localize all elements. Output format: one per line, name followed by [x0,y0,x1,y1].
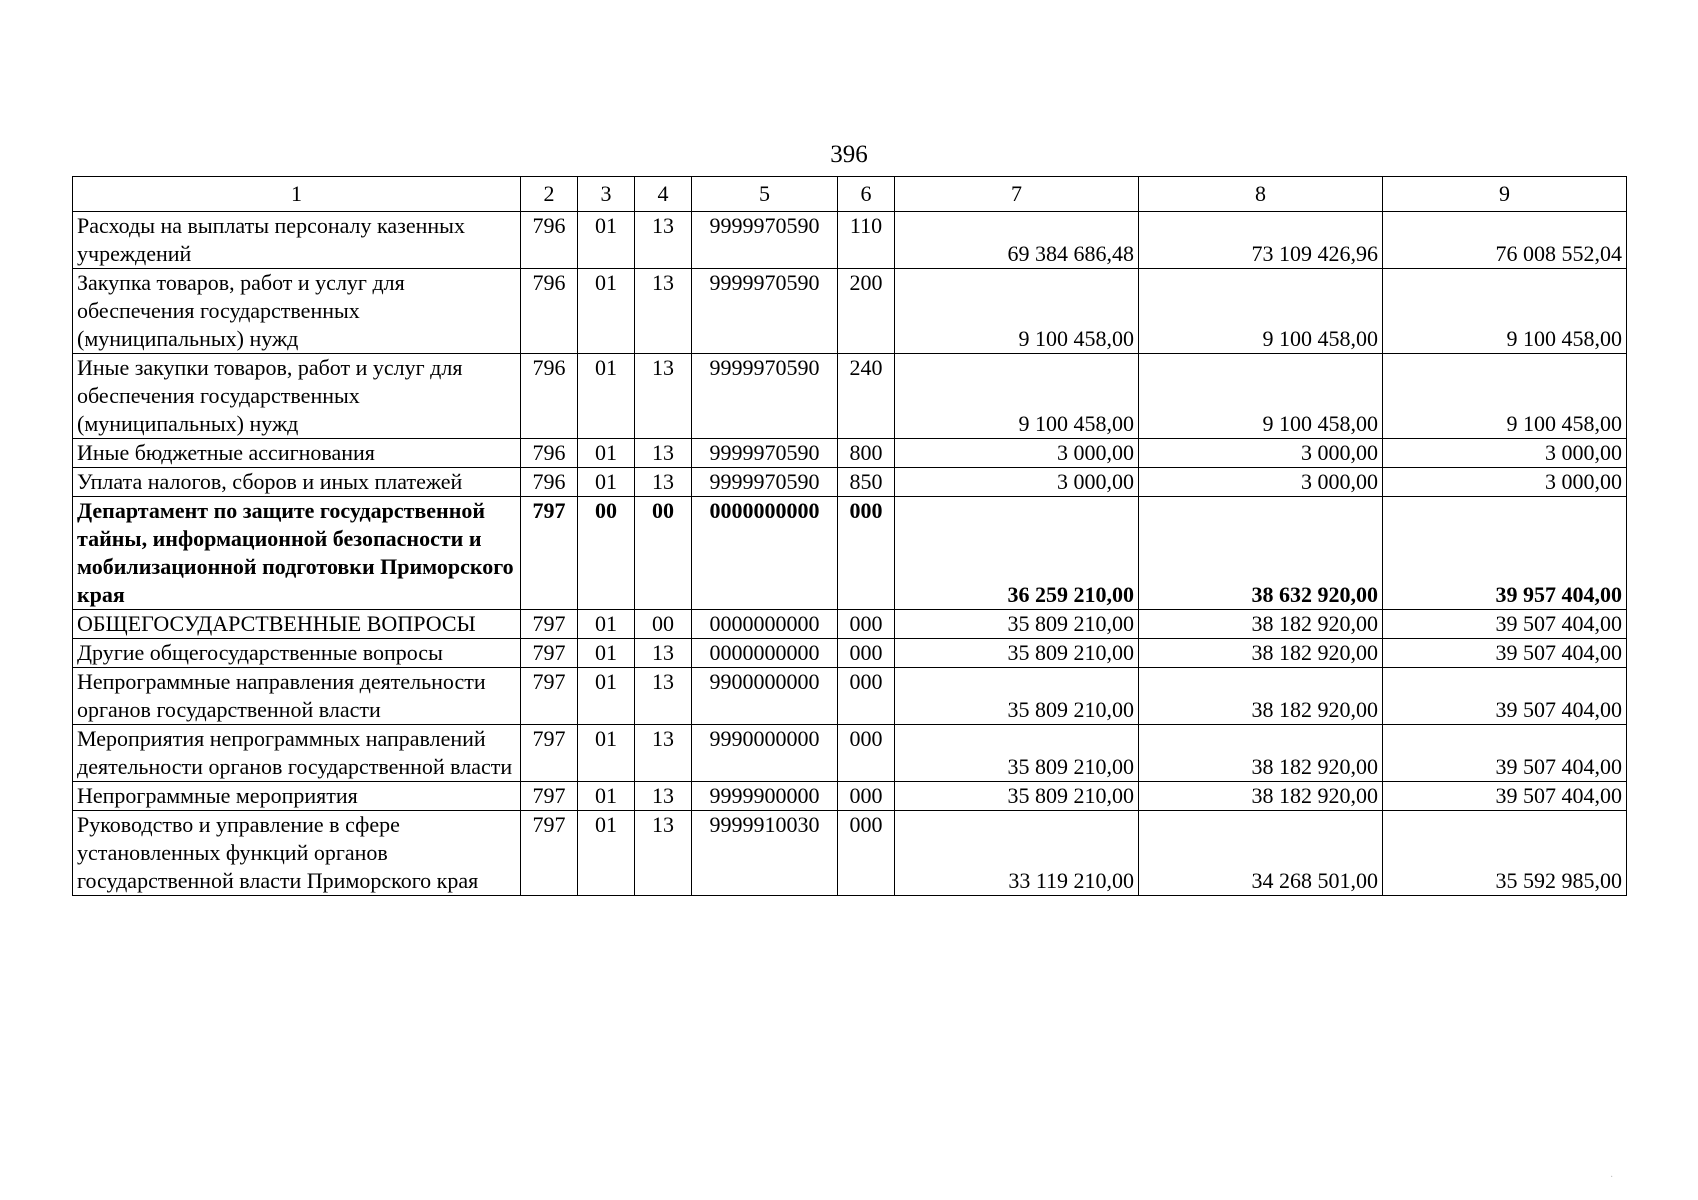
code-cell-5: 9999970590 [692,354,838,439]
code-cell-2: 797 [521,725,578,782]
amount-cell-7: 35 809 210,00 [895,639,1139,668]
code-cell-3: 01 [578,354,635,439]
amount-cell-7: 9 100 458,00 [895,354,1139,439]
column-number-row [73,177,1627,212]
code-cell-4: 13 [635,354,692,439]
code-cell-4: 13 [635,468,692,497]
amount-cell-8: 38 182 920,00 [1139,782,1383,811]
amount-cell-7: 3 000,00 [895,468,1139,497]
code-cell-5: 0000000000 [692,497,838,610]
code-cell-2: 796 [521,269,578,354]
code-cell-4: 13 [635,639,692,668]
amount-cell-7: 35 809 210,00 [895,782,1139,811]
column-header: 7 [895,177,1139,212]
table-row [73,639,1627,668]
column-header: 6 [838,177,895,212]
amount-cell-9: 3 000,00 [1383,439,1627,468]
code-cell-5: 9999970590 [692,439,838,468]
amount-cell-8: 3 000,00 [1139,468,1383,497]
budget-table [72,176,1627,896]
amount-cell-8: 9 100 458,00 [1139,269,1383,354]
code-cell-3: 01 [578,212,635,269]
amount-cell-8: 38 182 920,00 [1139,668,1383,725]
code-cell-3: 01 [578,269,635,354]
code-cell-6: 240 [838,354,895,439]
code-cell-3: 01 [578,811,635,896]
code-cell-4: 13 [635,668,692,725]
code-cell-2: 796 [521,354,578,439]
code-cell-6: 110 [838,212,895,269]
code-cell-6: 000 [838,811,895,896]
code-cell-4: 00 [635,497,692,610]
row-name-cell: Другие общегосударственные вопросы [73,639,521,668]
code-cell-2: 797 [521,811,578,896]
amount-cell-7: 3 000,00 [895,439,1139,468]
table-body [73,212,1627,896]
code-cell-3: 01 [578,439,635,468]
code-cell-3: 01 [578,639,635,668]
amount-cell-8: 38 182 920,00 [1139,725,1383,782]
amount-cell-8: 38 182 920,00 [1139,639,1383,668]
column-header: 8 [1139,177,1383,212]
code-cell-6: 000 [838,497,895,610]
amount-cell-9: 9 100 458,00 [1383,269,1627,354]
code-cell-5: 9990000000 [692,725,838,782]
code-cell-6: 850 [838,468,895,497]
row-name-cell: Иные бюджетные ассигнования [73,439,521,468]
code-cell-3: 00 [578,497,635,610]
amount-cell-8: 38 632 920,00 [1139,497,1383,610]
amount-cell-7: 9 100 458,00 [895,269,1139,354]
code-cell-4: 13 [635,269,692,354]
code-cell-2: 797 [521,639,578,668]
code-cell-5: 9999970590 [692,468,838,497]
amount-cell-9: 76 008 552,04 [1383,212,1627,269]
row-name-cell: Расходы на выплаты персоналу казенных учреждений [73,212,521,269]
code-cell-5: 9999970590 [692,212,838,269]
code-cell-6: 000 [838,782,895,811]
table-row [73,610,1627,639]
table-row [73,782,1627,811]
amount-cell-7: 35 809 210,00 [895,668,1139,725]
row-name-cell: Закупка товаров, работ и услуг для обеспечения государственных (муниципальных) нужд [73,269,521,354]
row-name-cell: Департамент по защите государственной тайны, информационной безопасности и мобилизационной подготовки Приморского края [73,497,521,610]
table-row [73,212,1627,269]
code-cell-2: 797 [521,497,578,610]
column-header: 5 [692,177,838,212]
row-name-cell: Иные закупки товаров, работ и услуг для обеспечения государственных (муниципальных) нужд [73,354,521,439]
table-row [73,725,1627,782]
code-cell-4: 00 [635,610,692,639]
row-name-cell: Мероприятия непрограммных направлений деятельности органов государственной власти [73,725,521,782]
amount-cell-8: 34 268 501,00 [1139,811,1383,896]
code-cell-6: 000 [838,668,895,725]
amount-cell-7: 35 809 210,00 [895,610,1139,639]
code-cell-4: 13 [635,811,692,896]
amount-cell-9: 35 592 985,00 [1383,811,1627,896]
code-cell-2: 797 [521,610,578,639]
table-row [73,668,1627,725]
table-row [73,269,1627,354]
column-header: 1 [73,177,521,212]
table-row [73,439,1627,468]
code-cell-3: 01 [578,668,635,725]
amount-cell-9: 39 957 404,00 [1383,497,1627,610]
table-row [73,468,1627,497]
code-cell-5: 9900000000 [692,668,838,725]
row-name-cell: Непрограммные направления деятельности органов государственной власти [73,668,521,725]
row-name-cell: Уплата налогов, сборов и иных платежей [73,468,521,497]
amount-cell-7: 35 809 210,00 [895,725,1139,782]
code-cell-4: 13 [635,782,692,811]
column-header: 3 [578,177,635,212]
column-header: 4 [635,177,692,212]
row-name-cell: Непрограммные мероприятия [73,782,521,811]
code-cell-6: 000 [838,610,895,639]
code-cell-3: 01 [578,725,635,782]
code-cell-5: 0000000000 [692,639,838,668]
page-number: 396 [830,141,868,168]
amount-cell-9: 3 000,00 [1383,468,1627,497]
code-cell-3: 01 [578,468,635,497]
amount-cell-9: 39 507 404,00 [1383,782,1627,811]
code-cell-4: 13 [635,439,692,468]
code-cell-5: 9999970590 [692,269,838,354]
code-cell-6: 000 [838,725,895,782]
amount-cell-8: 73 109 426,96 [1139,212,1383,269]
table-row [73,354,1627,439]
table-row [73,811,1627,896]
code-cell-3: 01 [578,610,635,639]
amount-cell-8: 9 100 458,00 [1139,354,1383,439]
amount-cell-9: 39 507 404,00 [1383,639,1627,668]
scan-mark: · [1610,1172,1614,1183]
amount-cell-8: 38 182 920,00 [1139,610,1383,639]
amount-cell-9: 39 507 404,00 [1383,668,1627,725]
code-cell-5: 9999900000 [692,782,838,811]
amount-cell-7: 36 259 210,00 [895,497,1139,610]
column-header: 9 [1383,177,1627,212]
code-cell-5: 9999910030 [692,811,838,896]
amount-cell-9: 39 507 404,00 [1383,725,1627,782]
code-cell-2: 796 [521,468,578,497]
table-row [73,497,1627,610]
code-cell-3: 01 [578,782,635,811]
amount-cell-9: 9 100 458,00 [1383,354,1627,439]
amount-cell-9: 39 507 404,00 [1383,610,1627,639]
code-cell-2: 796 [521,212,578,269]
amount-cell-7: 69 384 686,48 [895,212,1139,269]
amount-cell-7: 33 119 210,00 [895,811,1139,896]
code-cell-2: 797 [521,782,578,811]
row-name-cell: ОБЩЕГОСУДАРСТВЕННЫЕ ВОПРОСЫ [73,610,521,639]
code-cell-2: 796 [521,439,578,468]
code-cell-5: 0000000000 [692,610,838,639]
code-cell-6: 800 [838,439,895,468]
row-name-cell: Руководство и управление в сфере установленных функций органов государственной власти Приморского края [73,811,521,896]
code-cell-4: 13 [635,212,692,269]
code-cell-2: 797 [521,668,578,725]
amount-cell-8: 3 000,00 [1139,439,1383,468]
code-cell-6: 200 [838,269,895,354]
column-header: 2 [521,177,578,212]
code-cell-4: 13 [635,725,692,782]
code-cell-6: 000 [838,639,895,668]
